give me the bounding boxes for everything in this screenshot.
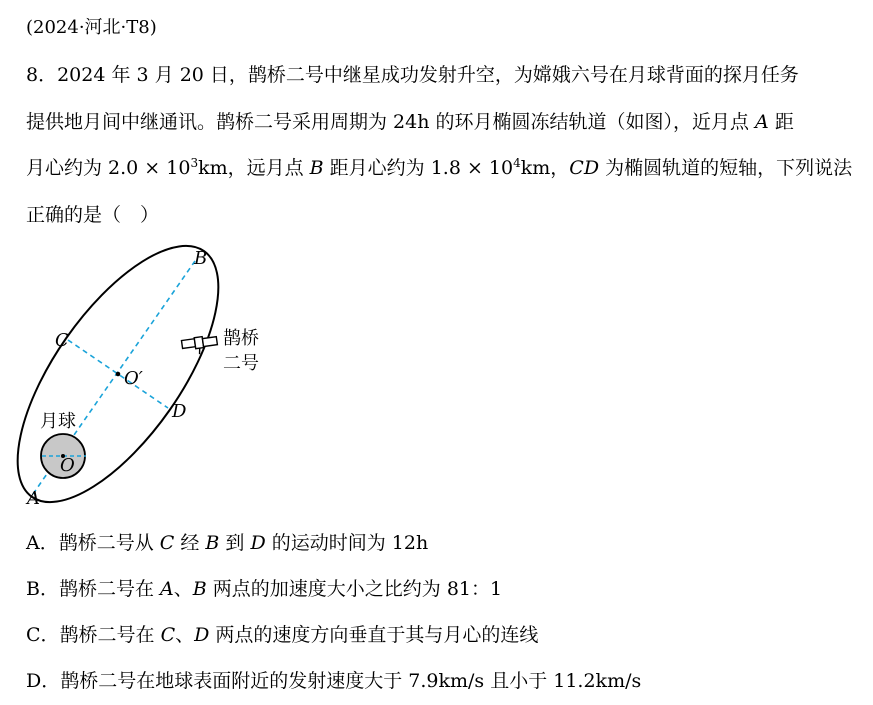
label-b: B bbox=[194, 248, 208, 269]
option-c[interactable]: C．鹊桥二号在 C、D 两点的速度方向垂直于其与月心的连线 bbox=[26, 624, 539, 646]
label-o-prime: O′ bbox=[124, 368, 143, 389]
source-tag: (2024·河北·T8) bbox=[26, 17, 157, 38]
question-line-4: 正确的是（ ） bbox=[26, 204, 160, 226]
satellite-label-line-1: 鹊桥 bbox=[223, 328, 259, 349]
option-a[interactable]: A．鹊桥二号从 C 经 B 到 D 的运动时间为 12h bbox=[26, 532, 429, 554]
label-d: D bbox=[172, 401, 187, 422]
label-a: A bbox=[27, 488, 40, 509]
option-d[interactable]: D．鹊桥二号在地球表面附近的发射速度大于 7.9km/s 且小于 11.2km/s bbox=[26, 670, 642, 692]
center-point-o-prime bbox=[116, 372, 121, 377]
question-line-3: 月心约为 $2.0 \times 10^3km$，远月点 B 距月心约为 $1.8 \times 10^4km$，CD 为椭圆轨道的短轴，下列说法 bbox=[26, 156, 853, 179]
question-line-2: 提供地月间中继通讯。鹊桥二号采用周期为 24h 的环月椭圆冻结轨道（如图），近月点 A 距 bbox=[26, 111, 794, 133]
label-o: O bbox=[60, 455, 75, 476]
orbit-figure bbox=[0, 240, 300, 515]
option-b[interactable]: B．鹊桥二号在 A、B 两点的加速度大小之比约为 81：1 bbox=[26, 578, 503, 600]
satellite-icon bbox=[181, 335, 218, 357]
moon-label: 月球 bbox=[40, 411, 76, 432]
label-c: C bbox=[55, 330, 69, 351]
question-line-1: 8．2024 年 3 月 20 日，鹊桥二号中继星成功发射升空，为嫦娥六号在月球背面的探月任务 bbox=[26, 64, 799, 86]
satellite-label-line-2: 二号 bbox=[223, 353, 259, 374]
